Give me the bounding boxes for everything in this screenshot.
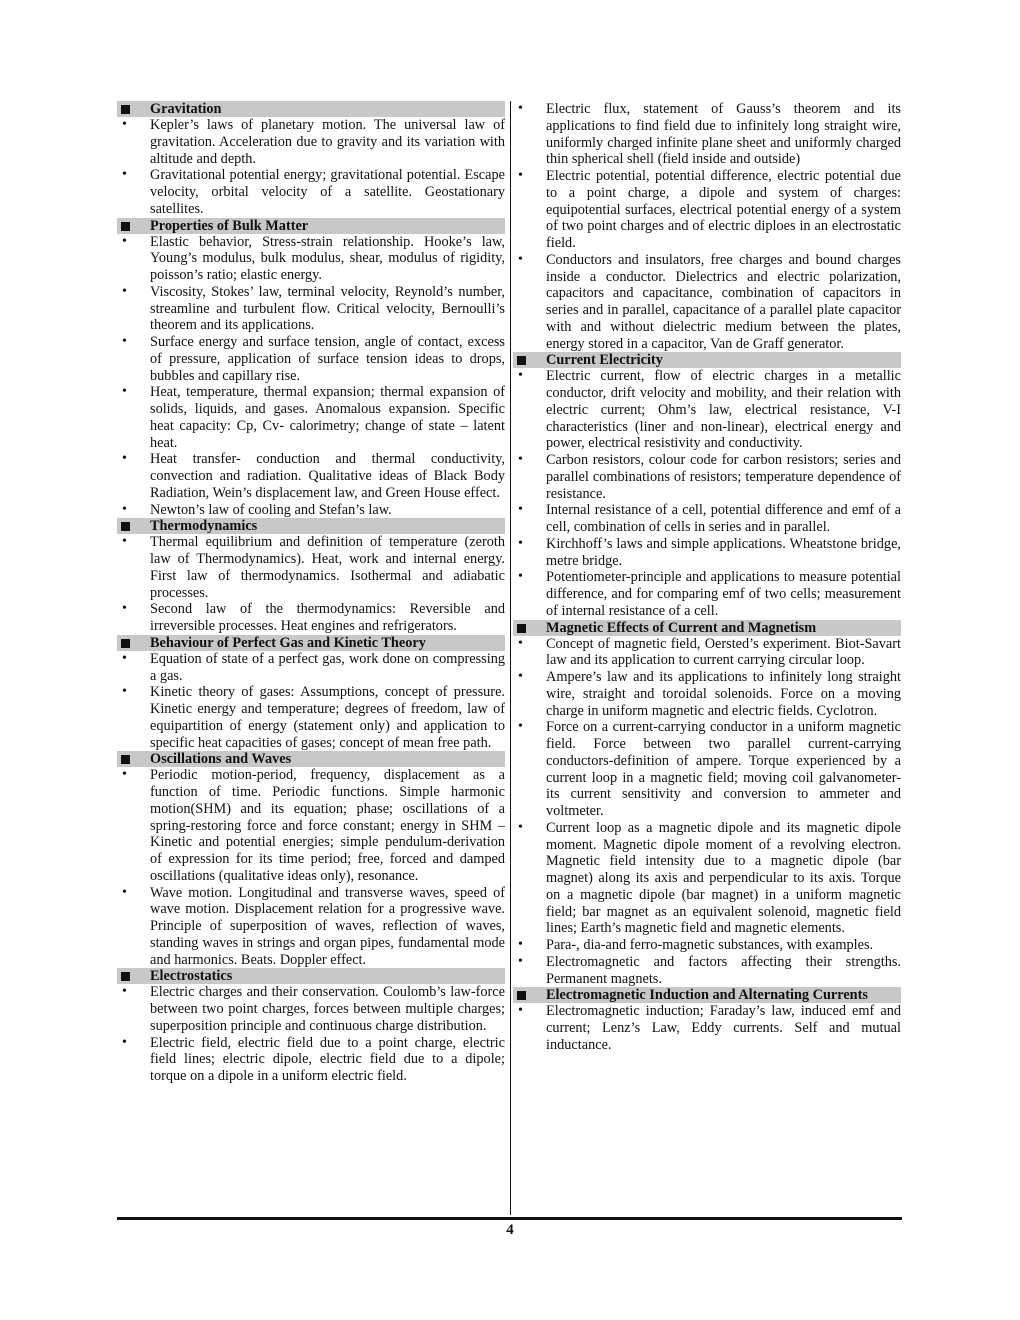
list-item-text: Viscosity, Stokes’ law, terminal velocity, Reynold’s number, streamline and turbulent flow. Critical velocity, Bernoulli’s theorem and its applications. xyxy=(150,283,505,334)
bullet-icon: • xyxy=(518,1003,523,1019)
bullet-icon: • xyxy=(122,534,127,550)
list-item xyxy=(117,684,505,751)
list-item-text: Para-, dia-and ferro-magnetic substances, with examples. xyxy=(546,937,874,953)
list-item xyxy=(513,719,901,820)
section-heading xyxy=(117,218,505,234)
list-item xyxy=(513,1003,901,1053)
section-heading-text: Electromagnetic Induction and Alternating Currents xyxy=(546,987,868,1004)
square-bullet-icon xyxy=(121,972,130,981)
bullet-icon: • xyxy=(122,884,127,900)
bullet-icon: • xyxy=(122,451,127,467)
bullet-icon: • xyxy=(518,569,523,585)
section-heading-text: Electrostatics xyxy=(150,968,233,985)
list-item xyxy=(117,651,505,685)
bullet-icon: • xyxy=(518,953,523,969)
list-item xyxy=(513,937,901,954)
bullet-icon: • xyxy=(518,502,523,518)
bullet-icon: • xyxy=(122,384,127,400)
section-heading-text: Current Electricity xyxy=(546,352,663,369)
bullet-icon: • xyxy=(518,535,523,551)
list-item-text: Carbon resistors, colour code for carbon resistors; series and parallel combinations of resistors; temperature dependence of resistance. xyxy=(546,452,901,502)
bullet-icon: • xyxy=(122,117,127,132)
square-bullet-icon xyxy=(517,624,526,633)
bullet-icon: • xyxy=(122,684,127,700)
list-item xyxy=(117,601,505,635)
list-item xyxy=(117,167,505,217)
bullet-icon: • xyxy=(518,719,523,735)
list-item-text: Electromagnetic induction; Faraday’s law, induced emf and current; Lenz’s Law, Eddy currents. Self and mutual inductance. xyxy=(546,1003,901,1053)
list-item-text: Electric potential, potential difference, electric potential due to a point charge, a dipole and system of charges: equipotential surfaces, electrical potential energy of a system of two point charges and of electric diploes in an electrostatic field. xyxy=(546,168,901,251)
list-item xyxy=(117,885,505,969)
list-item xyxy=(117,334,505,384)
list-item xyxy=(117,767,505,884)
list-item-text: Equation of state of a perfect gas, work done on compressing a gas. xyxy=(150,650,505,684)
list-item xyxy=(513,368,901,452)
list-item-text: Wave motion. Longitudinal and transverse waves, speed of wave motion. Displacement relation for a progressive wave. Principle of superposition of waves, reflection of waves, standing waves in strings and organ pipes, fundamental mode and harmonics. Beats. Doppler effect. xyxy=(150,884,505,968)
column-divider xyxy=(510,101,511,1215)
list-item-text: Kinetic theory of gases: Assumptions, concept of pressure. Kinetic energy and temperature; degrees of freedom, law of equipartition of energy (statement only) and application to specific heat capacities of gases; concept of mean free path. xyxy=(150,684,505,751)
bullet-icon: • xyxy=(518,937,523,952)
list-item-text: Electromagnetic and factors affecting their strengths. Permanent magnets. xyxy=(546,953,901,987)
bullet-icon: • xyxy=(122,167,127,183)
list-item-text: Electric current, flow of electric charges in a metallic conductor, drift velocity and mobility, and their relation with electric current; Ohm’s law, electrical resistance, V-I characteristics (liner and non-linear), electrical energy and power, electrical resistivity and conductivity. xyxy=(546,368,901,452)
square-bullet-icon xyxy=(121,755,130,764)
bullet-icon: • xyxy=(518,635,523,651)
bullet-icon: • xyxy=(518,669,523,684)
left-column xyxy=(117,101,505,1085)
list-item xyxy=(117,984,505,1034)
section-heading-text: Magnetic Effects of Current and Magnetism xyxy=(546,619,817,636)
list-item-text: Electric flux, statement of Gauss’s theorem and its applications to find field due to infinitely long straight wire, uniformly charged infinite plane sheet and uniformly charged thin spherical shell (field inside and outside) xyxy=(546,101,901,168)
list-item xyxy=(117,384,505,451)
list-item-text: Electric charges and their conservation. Coulomb’s law-force between two point charges, forces between multiple charges; superposition principle and continuous charge distribution. xyxy=(150,984,505,1034)
list-item xyxy=(117,284,505,334)
bullet-icon: • xyxy=(518,168,523,183)
list-item-text: Newton’s law of cooling and Stefan’s law. xyxy=(150,501,392,518)
list-item-text: Thermal equilibrium and definition of temperature (zeroth law of Thermodynamics). Heat, work and internal energy. First law of thermodynamics. Isothermal and adiabatic processes. xyxy=(150,534,505,601)
list-item xyxy=(513,536,901,570)
list-item-text: Elastic behavior, Stress-strain relationship. Hooke’s law, Young’s modulus, bulk modulus, shear, modulus of rigidity, poisson’s ratio; elastic energy. xyxy=(150,233,505,283)
bullet-icon: • xyxy=(122,601,127,617)
section-heading xyxy=(117,635,505,651)
list-item-text: Current loop as a magnetic dipole and its magnetic dipole moment. Magnetic dipole moment of a revolving electron. Magnetic field intensity due to a magnetic dipole (bar magnet) along its axis and perpendicular to its axis. Torque on a magnetic dipole (bar magnet) in a uniform magnetic field; bar magnet as an equivalent solenoid, magnetic field lines; Earth’s magnetic field and magnetic elements. xyxy=(546,819,901,937)
list-item xyxy=(513,820,901,937)
list-item-text: Kepler’s laws of planetary motion. The universal law of gravitation. Acceleration due to gravity and its variation with altitude and depth. xyxy=(150,117,505,167)
list-item xyxy=(513,452,901,502)
bullet-icon: • xyxy=(518,452,523,467)
list-item-text: Force on a current-carrying conductor in a uniform magnetic field. Force between two parallel current-carrying conductors-definition of ampere. Torque experienced by a current loop in a magnetic field; moving coil galvanometer-its current sensitivity and conversion to ammeter and voltmeter. xyxy=(546,719,901,819)
square-bullet-icon xyxy=(121,639,130,648)
section-heading-text: Thermodynamics xyxy=(150,518,258,535)
bullet-icon: • xyxy=(122,334,127,349)
section-heading xyxy=(117,101,505,117)
list-item xyxy=(513,502,901,536)
bullet-icon: • xyxy=(122,767,127,783)
section-heading-text: Oscillations and Waves xyxy=(150,751,292,768)
list-item xyxy=(117,534,505,601)
bullet-icon: • xyxy=(518,368,523,384)
list-item xyxy=(513,168,901,252)
list-item-text: Potentiometer-principle and applications to measure potential difference, and for comparing emf of two cells; measurement of internal resistance of a cell. xyxy=(546,569,901,619)
square-bullet-icon xyxy=(121,522,130,531)
section-heading xyxy=(513,987,901,1003)
list-item-text: Surface energy and surface tension, angle of contact, excess of pressure, application of surface tension ideas to drops, bubbles and capillary rise. xyxy=(150,334,505,384)
bullet-icon: • xyxy=(122,650,127,666)
bullet-icon: • xyxy=(518,251,523,267)
list-item-text: Electric field, electric field due to a point charge, electric field lines; electric dipole, electric field due to a dipole; torque on a dipole in a uniform electric field. xyxy=(150,1034,505,1084)
list-item xyxy=(117,117,505,167)
square-bullet-icon xyxy=(121,105,130,114)
bullet-icon: • xyxy=(122,1034,127,1050)
list-item xyxy=(513,569,901,619)
bullet-icon: • xyxy=(518,819,523,835)
square-bullet-icon xyxy=(121,222,130,231)
section-heading xyxy=(117,968,505,984)
list-item-text: Second law of the thermodynamics: Reversible and irreversible processes. Heat engines and refrigerators. xyxy=(150,601,505,634)
bullet-icon: • xyxy=(122,501,127,517)
list-item-text: Internal resistance of a cell, potential difference and emf of a cell, combination of cells in series and in parallel. xyxy=(546,502,901,535)
page-number: 4 xyxy=(506,1222,514,1238)
list-item xyxy=(513,669,901,719)
bullet-icon: • xyxy=(122,984,127,1000)
bullet-icon: • xyxy=(518,101,523,116)
section-heading xyxy=(117,751,505,767)
list-item-text: Ampere’s law and its applications to infinitely long straight wire, straight and toroidal solenoids. Force on a moving charge in uniform magnetic and electric fields. Cyclotron. xyxy=(546,669,901,719)
section-heading xyxy=(117,518,505,534)
right-column xyxy=(513,101,901,1054)
list-item-text: Heat, temperature, thermal expansion; thermal expansion of solids, liquids, and gases. Anomalous expansion. Specific heat capacity: Cp, Cv- calorimetry; change of state – latent heat. xyxy=(150,384,505,451)
list-item-text: Conductors and insulators, free charges and bound charges inside a conductor. Dielectrics and electric polarization, capacitors and capacitance, combination of capacitors in series and in parallel, capacitance of a parallel plate capacitor with and without dielectric medium between the plates, energy stored in a capacitor, Van de Graff generator. xyxy=(546,251,901,352)
list-item xyxy=(117,502,505,519)
list-item-text: Kirchhoff’s laws and simple applications. Wheatstone bridge, metre bridge. xyxy=(546,535,901,569)
list-item xyxy=(117,234,505,284)
list-item xyxy=(513,101,901,168)
list-item xyxy=(513,252,901,353)
bullet-icon: • xyxy=(122,283,127,299)
list-item xyxy=(513,636,901,670)
section-heading xyxy=(513,620,901,636)
footer-rule xyxy=(117,1217,902,1220)
list-item xyxy=(117,451,505,501)
list-item-text: Heat transfer- conduction and thermal conductivity, convection and radiation. Qualitative ideas of Black Body Radiation, Wein’s displacement law, and Green House effect. xyxy=(150,451,505,501)
section-heading-text: Behaviour of Perfect Gas and Kinetic Theory xyxy=(150,634,426,651)
bullet-icon: • xyxy=(122,233,127,249)
list-item-text: Periodic motion-period, frequency, displacement as a function of time. Periodic functions. Simple harmonic motion(SHM) and its equation; phase; oscillations of a spring-restoring force and force constant; energy in SHM –Kinetic and potential energies; simple pendulum-derivation of expression for its time period; free, forced and damped oscillations (qualitative ideas only), resonance. xyxy=(150,767,505,884)
list-item xyxy=(513,954,901,988)
list-item-text: Concept of magnetic field, Oersted’s experiment. Biot-Savart law and its application to current carrying circular loop. xyxy=(546,635,901,669)
list-item xyxy=(117,1035,505,1085)
section-heading-text: Properties of Bulk Matter xyxy=(150,217,309,234)
square-bullet-icon xyxy=(517,356,526,365)
list-item-text: Gravitational potential energy; gravitational potential. Escape velocity, orbital velocity of a satellite. Geostationary satellites. xyxy=(150,167,505,217)
square-bullet-icon xyxy=(517,991,526,1000)
section-heading-text: Gravitation xyxy=(150,101,222,117)
section-heading xyxy=(513,352,901,368)
